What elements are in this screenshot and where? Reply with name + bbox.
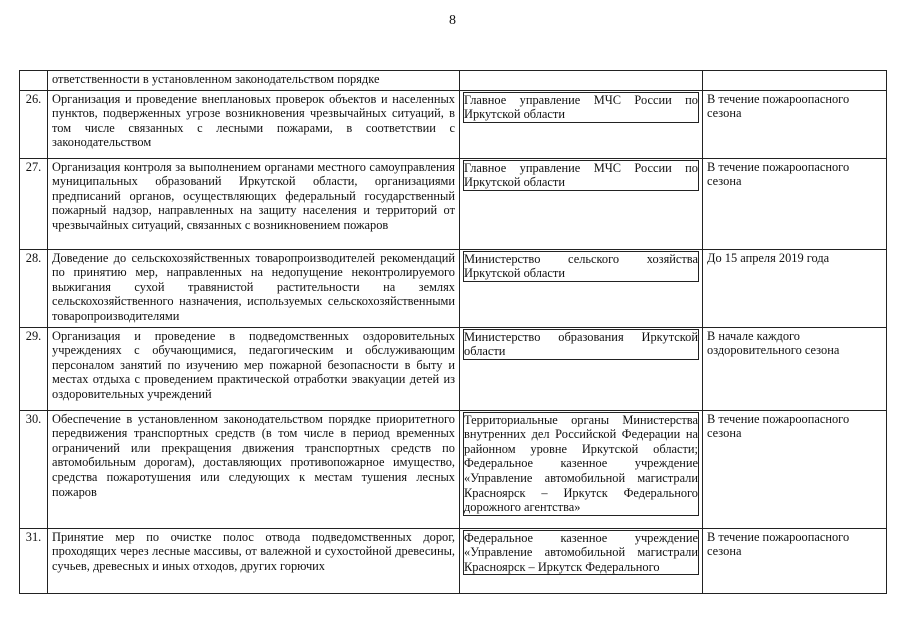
row-number: 31.: [20, 528, 48, 593]
table-row: [20, 327, 887, 410]
term-cell: До 15 апреля 2019 года: [703, 249, 887, 327]
responsible-cell: [460, 410, 703, 528]
row-number: 30.: [20, 410, 48, 528]
table-row: [20, 528, 887, 593]
responsible-cell: [460, 90, 703, 158]
table-row: [20, 71, 887, 91]
term-cell: В течение пожароопасного сезона: [703, 158, 887, 249]
table-row: [20, 410, 887, 528]
row-number: 29.: [20, 327, 48, 410]
term-cell: В течение пожароопасного сезона: [703, 90, 887, 158]
activity-cell: Организация и проведение в подведомственных оздоровительных учреждениях с обучающимися, педагогическим и обслуживающим персоналом занятий по изучению мер пожарной безопасности в быту и местах отдыха с проведением практической отработки эвакуации детей из оздоровительных учреждений: [48, 327, 460, 410]
responsible-text: Территориальные органы Министерства внутренних дел Российской Федерации на районном уровне Иркутской области; Федеральное казенное учреждение «Управление автомобильной магистрали Красноярск – Иркутск Федерального дорожного агентства»: [464, 412, 698, 515]
term-cell: В течение пожароопасного сезона: [703, 528, 887, 593]
measures-table: [19, 70, 887, 594]
responsible-text: Министерство образования Иркутской области: [464, 329, 698, 359]
responsible-text: Главное управление МЧС России по Иркутской области: [464, 92, 698, 122]
responsible-text: Главное управление МЧС России по Иркутской области: [464, 160, 698, 190]
page-number: 8: [449, 13, 456, 28]
row-number: 26.: [20, 90, 48, 158]
responsible-cell: [460, 327, 703, 410]
row-number: 28.: [20, 249, 48, 327]
responsible-cell: [460, 249, 703, 327]
activity-cell: ответственности в установленном законодательством порядке: [48, 71, 460, 91]
row-number: [20, 71, 48, 91]
table-row: [20, 158, 887, 249]
responsible-cell: [460, 158, 703, 249]
table-row: [20, 249, 887, 327]
activity-cell: Принятие мер по очистке полос отвода подведомственных дорог, проходящих через лесные массивы, от валежной и сухостойной древесины, сучьев, древесных и иных отходов, других горючих: [48, 528, 460, 593]
term-cell: В течение пожароопасного сезона: [703, 410, 887, 528]
responsible-text: Министерство сельского хозяйства Иркутской области: [464, 251, 698, 281]
responsible-cell: [460, 528, 703, 593]
activity-cell: Организация контроля за выполнением органами местного самоуправления муниципальных образований Иркутской области, организациями предписаний органов, осуществляющих федеральный государственный пожарный надзор, направленных на защиту населения и территорий от чрезвычайных ситуаций, связанных с возникновением пожаров: [48, 158, 460, 249]
table-row: [20, 90, 887, 158]
responsible-text: Федеральное казенное учреждение «Управление автомобильной магистрали Красноярск – Иркутск Федерального: [464, 530, 698, 574]
responsible-cell: [460, 71, 703, 91]
term-cell: В начале каждого оздоровительного сезона: [703, 327, 887, 410]
activity-cell: Обеспечение в установленном законодательством порядке приоритетного передвижения транспортных средств (в том числе в период временных ограничений или прекращения движения транспортных средств по автомобильным дорогам), доставляющих противопожарное имущество, средства пожаротушения или следующих к местам тушения лесных пожаров: [48, 410, 460, 528]
activity-cell: Организация и проведение внеплановых проверок объектов и населенных пунктов, подверженных угрозе возникновения чрезвычайных ситуаций, в том числе связанных с лесными пожарами, в соответствии с законодательством: [48, 90, 460, 158]
activity-cell: Доведение до сельскохозяйственных товаропроизводителей рекомендаций по принятию мер, направленных на недопущение неконтролируемого выжигания сухой травянистой растительности на землях сельскохозяйственного назначения, используемых сельскохозяйственными товаропроизводителями: [48, 249, 460, 327]
row-number: 27.: [20, 158, 48, 249]
term-cell: [703, 71, 887, 91]
